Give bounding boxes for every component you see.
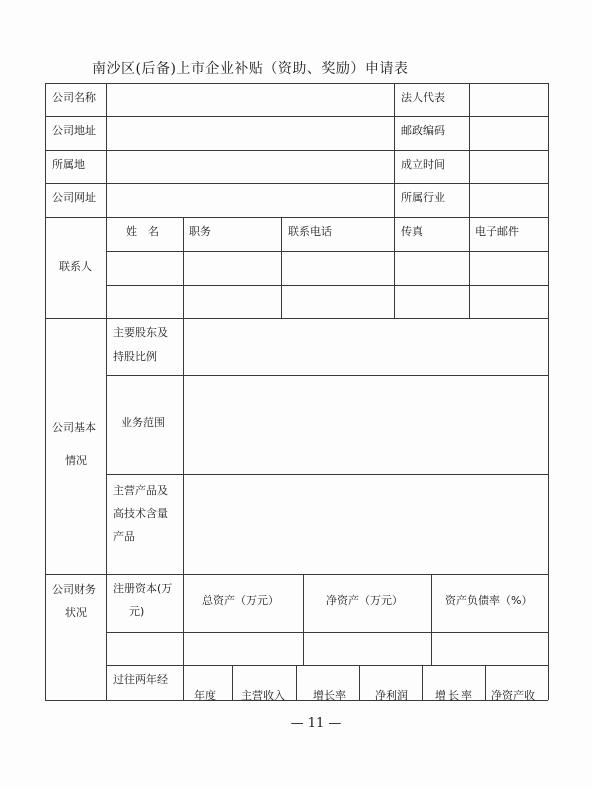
label-shareholders: 主要股东及 — [113, 326, 168, 339]
table-line — [303, 574, 304, 665]
table-line — [106, 632, 548, 633]
header-contact-name: 姓 名 — [126, 225, 159, 238]
table-line — [359, 665, 360, 700]
table-line — [469, 83, 470, 217]
table-line — [45, 83, 548, 84]
label-industry: 所属行业 — [401, 191, 445, 204]
table-line — [485, 665, 486, 700]
table-line — [45, 83, 46, 700]
label-website: 公司网址 — [52, 191, 96, 204]
form-title: 南沙区(后备)上市企业补贴（资助、奖励）申请表 — [92, 61, 409, 77]
table-line — [45, 318, 548, 319]
header-total-assets: 总资产（万元） — [202, 594, 279, 607]
table-line — [183, 574, 184, 665]
table-line — [106, 474, 548, 475]
table-line — [548, 83, 549, 700]
label-location: 所属地 — [52, 158, 85, 171]
header-contact-fax: 传真 — [401, 225, 423, 238]
label-company-name: 公司名称 — [52, 91, 96, 104]
label-products-2: 高技术含量 — [113, 507, 168, 520]
label-products-3: 产品 — [113, 530, 135, 543]
table-line — [45, 150, 548, 151]
table-line — [422, 665, 423, 700]
table-line — [106, 251, 548, 252]
table-line — [45, 116, 548, 117]
label-founded: 成立时间 — [401, 158, 445, 171]
label-shareholders-2: 持股比例 — [113, 350, 157, 363]
label-basic-info-2: 情况 — [65, 454, 87, 467]
table-line — [431, 574, 432, 665]
table-line — [45, 217, 548, 218]
label-company-address: 公司地址 — [52, 124, 96, 137]
label-history: 过往两年经 — [113, 673, 168, 686]
table-line — [281, 217, 282, 318]
table-line — [296, 665, 297, 700]
table-line — [183, 665, 184, 700]
label-postal-code: 邮政编码 — [401, 124, 445, 137]
table-line — [106, 285, 548, 286]
label-contact: 联系人 — [59, 260, 92, 273]
header-history-growth-2: 增长率 — [435, 689, 474, 702]
label-legal-rep: 法人代表 — [401, 91, 445, 104]
table-line — [106, 375, 548, 376]
header-contact-title: 职务 — [189, 225, 211, 238]
table-line — [45, 574, 548, 575]
header-debt-ratio: 资产负债率（%） — [445, 594, 533, 607]
header-history-roe: 净资产收 — [491, 689, 535, 702]
header-history-revenue: 主营收入 — [241, 689, 285, 702]
table-line — [183, 318, 184, 574]
label-business-scope: 业务范围 — [121, 416, 165, 429]
header-history-growth: 增长率 — [313, 689, 346, 702]
label-finance: 公司财务 — [52, 583, 96, 596]
header-reg-capital: 注册资本(万 — [113, 582, 173, 595]
label-products: 主营产品及 — [113, 484, 168, 497]
header-history-year: 年度 — [194, 689, 216, 702]
header-net-assets: 净资产（万元） — [326, 594, 403, 607]
table-line — [106, 665, 548, 666]
table-line — [106, 83, 107, 700]
table-line — [394, 83, 395, 217]
header-contact-email: 电子邮件 — [475, 225, 519, 238]
table-line — [183, 217, 184, 318]
header-history-net-profit: 净利润 — [375, 689, 408, 702]
table-line — [45, 183, 548, 184]
table-line — [394, 217, 395, 318]
header-contact-phone: 联系电话 — [288, 225, 332, 238]
page-number: — 11 — — [290, 716, 342, 731]
label-basic-info: 公司基本 — [52, 421, 96, 434]
label-finance-2: 状况 — [65, 606, 87, 619]
page-number-wrap — [0, 716, 592, 731]
table-line — [469, 217, 470, 318]
table-line — [232, 665, 233, 700]
header-reg-capital-2: 元) — [129, 605, 145, 618]
